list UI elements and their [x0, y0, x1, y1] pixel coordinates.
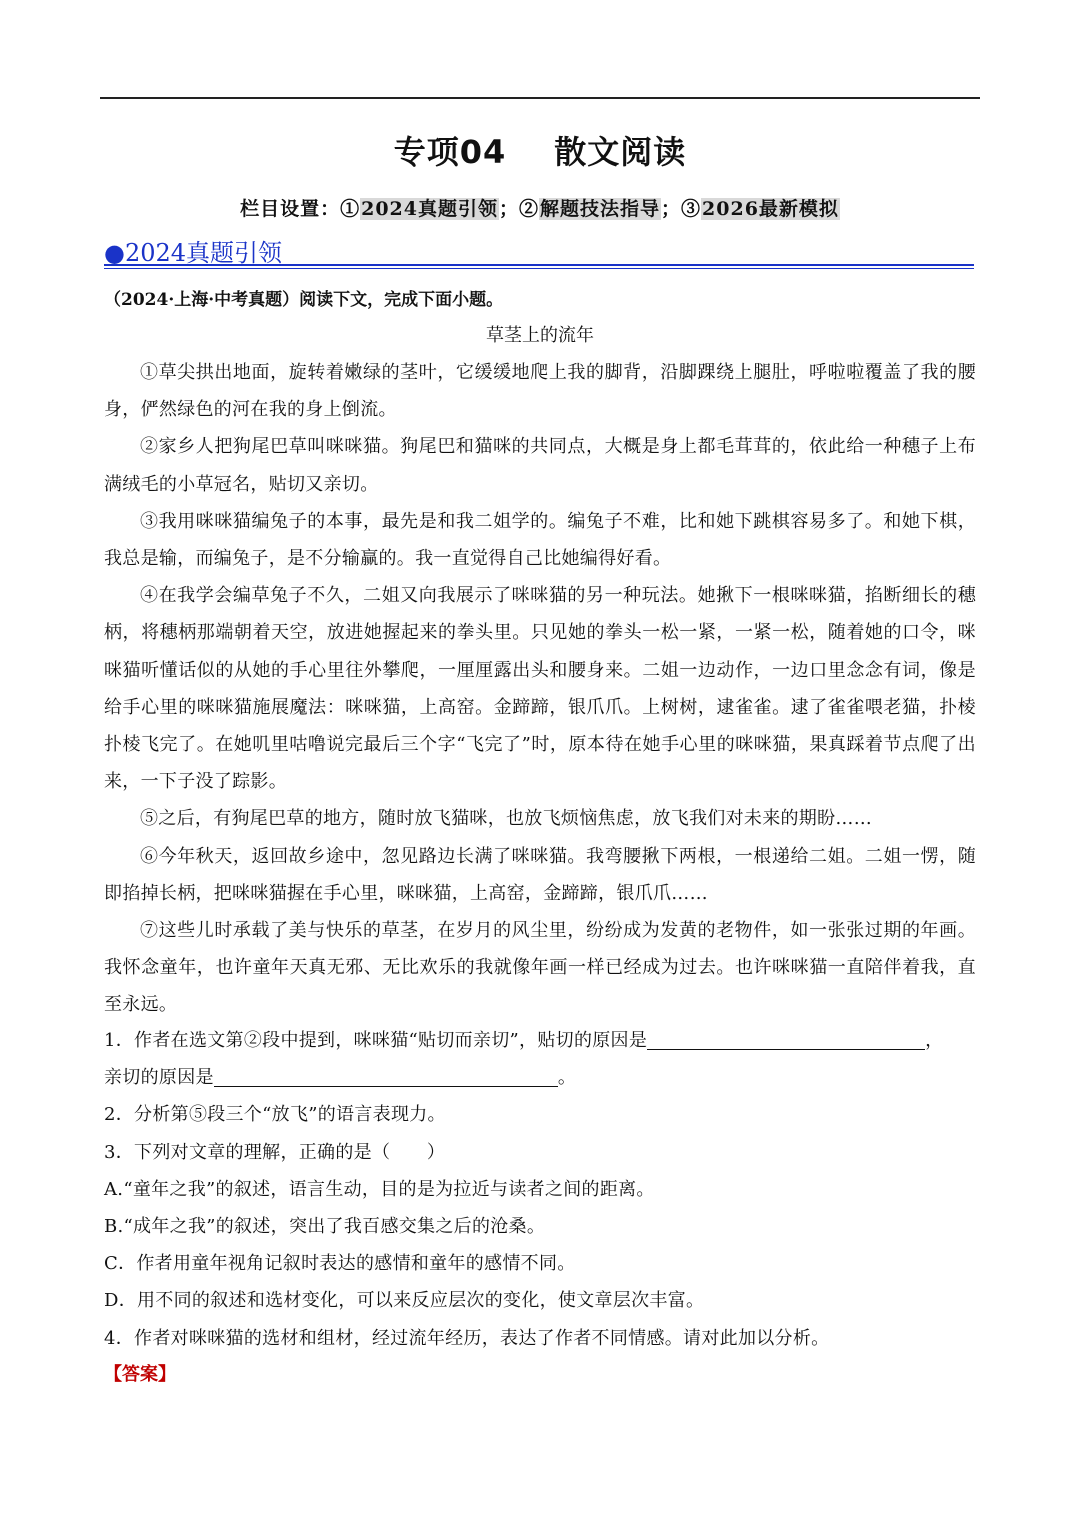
essay-paragraph: ③我用咪咪猫编兔子的本事，最先是和我二姐学的。编兔子不难，比和她下跳棋容易多了。和她下棋，我总是输，而编兔子，是不分输赢的。我一直觉得自己比她编得好看。 — [104, 510, 976, 570]
essay-paragraph: ①草尖拱出地面，旋转着嫩绿的茎叶，它缓缓地爬上我的脚背，沿脚踝绕上腿肚，呼啦啦覆盖了我的腰身，俨然绿色的河在我的身上倒流。 — [104, 362, 976, 421]
essay-paragraph: ⑥今年秋天，返回故乡途中，忽见路边长满了咪咪猫。我弯腰揪下两根，一根递给二姐。二姐一愣，随即掐掉长柄，把咪咪猫握在手心里，咪咪猫，上高窑，金蹄蹄，银爪爪…… — [104, 845, 976, 904]
section-rule-thin — [104, 268, 974, 269]
option-a: A.“童年之我”的叙述，语言生动，目的是为拉近与读者之间的距离。 — [104, 1178, 655, 1200]
question-3: 3．下列对文章的理解，正确的是（ ） — [104, 1141, 446, 1163]
bullet-icon: ● — [104, 239, 125, 267]
option-c: C．作者用童年视角记叙时表达的感情和童年的感情不同。 — [104, 1253, 576, 1275]
answer-blank — [214, 1064, 558, 1087]
page-title — [0, 128, 1080, 176]
essay-paragraph: ④在我学会编草兔子不久，二姐又向我展示了咪咪猫的另一种玩法。她揪下一根咪咪猫，掐断细长的穗柄，将穗柄那端朝着天空，放进她握起来的拳头里。只见她的拳头一松一紧，一紧一松，随着她的口令，咪咪猫听懂话似的从她的手心里往外攀爬，一厘厘露出头和腰身来。二姐一边动作，一边口里念念有词，像是给手心里的咪咪猫施展魔法：咪咪猫，上高窑。金蹄蹄，银爪爪。上树树，逮雀雀。逮了雀雀喂老猫，扑棱扑棱飞完了。在她叽里咕噜说完最后三个字“飞完了”时，原本待在她手心里的咪咪猫，果真踩着节点爬了出来，一下子没了踪影。 — [104, 585, 976, 793]
section-heading-text: 2024真题引领 — [124, 239, 283, 267]
essay-body — [104, 354, 976, 1024]
essay-paragraph: ⑦这些儿时承载了美与快乐的草茎，在岁月的风尘里，纷纷成为发黄的老物件，如一张张过期的年画。我怀念童年，也许童年天真无邪、无比欢乐的我就像年画一样已经成为过去。也许咪咪猫一直陪伴着我，直至永远。 — [104, 920, 976, 1016]
question-source: （2024·上海·中考真题）阅读下文，完成下面小题。 — [104, 290, 504, 310]
question-1: 1．作者在选文第②段中提到，咪咪猫“贴切而亲切”，贴切的原因是 ， — [104, 1022, 976, 1059]
header-rule — [100, 97, 980, 99]
title-topic: 散文阅读 — [554, 133, 687, 171]
essay-title: 草茎上的流年 — [486, 325, 594, 346]
question-1-cont: 亲切的原因是 。 — [104, 1059, 976, 1096]
question-4: 4．作者对咪咪猫的选材和组材，经过流年经历，表达了作者不同情感。请对此加以分析。 — [104, 1327, 830, 1349]
column-item-2: 解题技法指导 — [540, 198, 661, 220]
answer-label: 【答案】 — [104, 1364, 176, 1385]
option-b: B.“成年之我”的叙述，突出了我百感交集之后的沧桑。 — [104, 1216, 546, 1238]
essay-paragraph: ⑤之后，有狗尾巴草的地方，随时放飞猫咪，也放飞烦恼焦虑，放飞我们对未来的期盼…… — [140, 808, 872, 830]
questions — [104, 1022, 976, 1357]
option-d: D．用不同的叙述和选材变化，可以来反应层次的变化，使文章层次丰富。 — [104, 1290, 705, 1312]
section-rule — [104, 264, 974, 266]
question-2: 2．分析第⑤段三个“放飞”的语言表现力。 — [104, 1104, 446, 1126]
essay-paragraph: ②家乡人把狗尾巴草叫咪咪猫。狗尾巴和猫咪的共同点，大概是身上都毛茸茸的，依此给一种穗子上布满绒毛的小草冠名，贴切又亲切。 — [104, 436, 976, 495]
answer-blank — [647, 1027, 925, 1050]
column-item-1: 2024真题引领 — [361, 198, 498, 220]
column-setting: 栏目设置：①2024真题引领；②解题技法指导；③2026最新模拟 — [240, 198, 839, 220]
column-item-3: 2026最新模拟 — [702, 198, 839, 220]
title-number: 专项04 — [393, 133, 507, 171]
